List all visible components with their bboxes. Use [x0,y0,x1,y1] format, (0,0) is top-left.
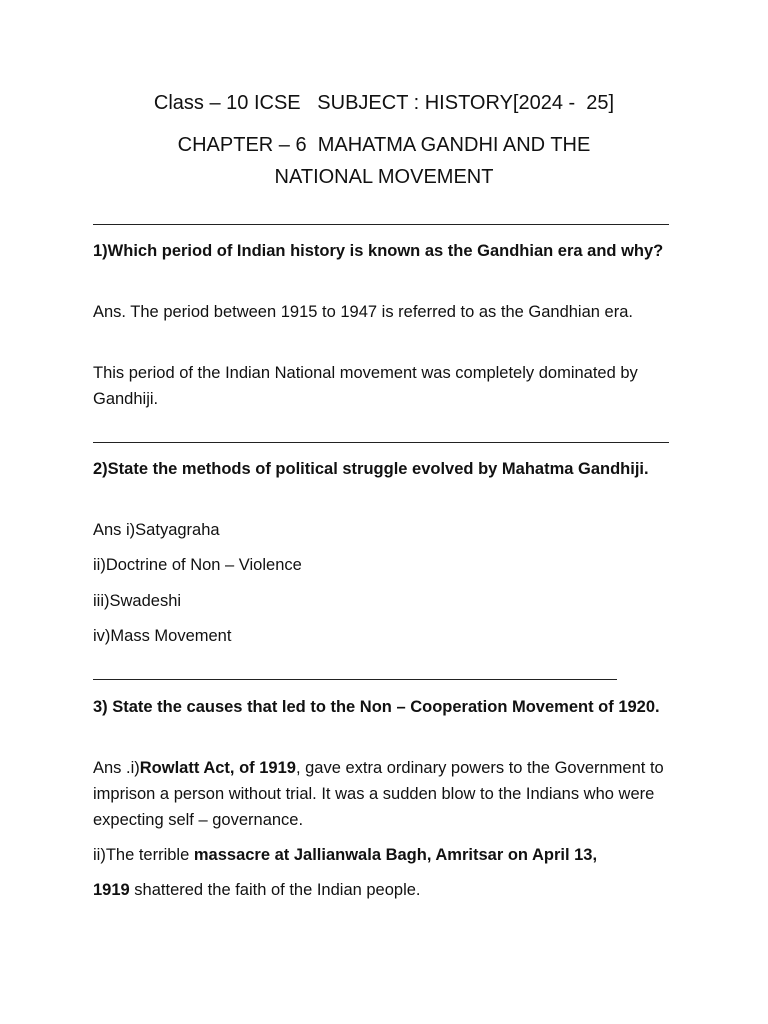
rowlatt-act-emphasis: Rowlatt Act, of 1919 [139,759,296,777]
jallianwala-massacre-emphasis: massacre at Jallianwala Bagh, Amritsar on April 13, [193,846,598,864]
answer-1-paragraph-2: This period of the Indian National movement was completely dominated by Gandhiji. [93,364,638,408]
answer-3-paragraph-2: ii)The terrible massacre at Jallianwala Bagh, Amritsar on April 13, [93,846,598,864]
answer-2-item: ii)Doctrine of Non – Violence [93,556,302,574]
section-divider [93,679,617,680]
section-divider [93,224,669,225]
question-1: 1)Which period of Indian history is known as the Gandhian era and why? [93,242,664,260]
year-1919-emphasis: 1919 [93,881,130,899]
answer-2-item: iv)Mass Movement [93,627,232,645]
question-2: 2)State the methods of political struggle evolved by Mahatma Gandhiji. [93,460,649,478]
chapter-title-line-2: NATIONAL MOVEMENT [274,166,494,188]
answer-2-item: Ans i)Satyagraha [93,521,220,539]
answer-2-item: iii)Swadeshi [93,592,182,610]
answer-3-paragraph-3: 1919 shattered the faith of the Indian people. [93,881,421,899]
chapter-title-line-1: CHAPTER – 6 MAHATMA GANDHI AND THE [177,134,591,156]
class-subject-heading: Class – 10 ICSE SUBJECT : HISTORY[2024 - 25] [153,92,615,114]
question-3: 3) State the causes that led to the Non – Cooperation Movement of 1920. [93,698,660,716]
section-divider [93,442,669,443]
answer-3-paragraph-1: Ans .i)Rowlatt Act, of 1919, gave extra ordinary powers to the Government to imprison a person without trial. It was a sudden blow to the Indians who were expecting self – governance. [93,759,664,829]
answer-1-paragraph-1: Ans. The period between 1915 to 1947 is referred to as the Gandhian era. [93,303,633,321]
